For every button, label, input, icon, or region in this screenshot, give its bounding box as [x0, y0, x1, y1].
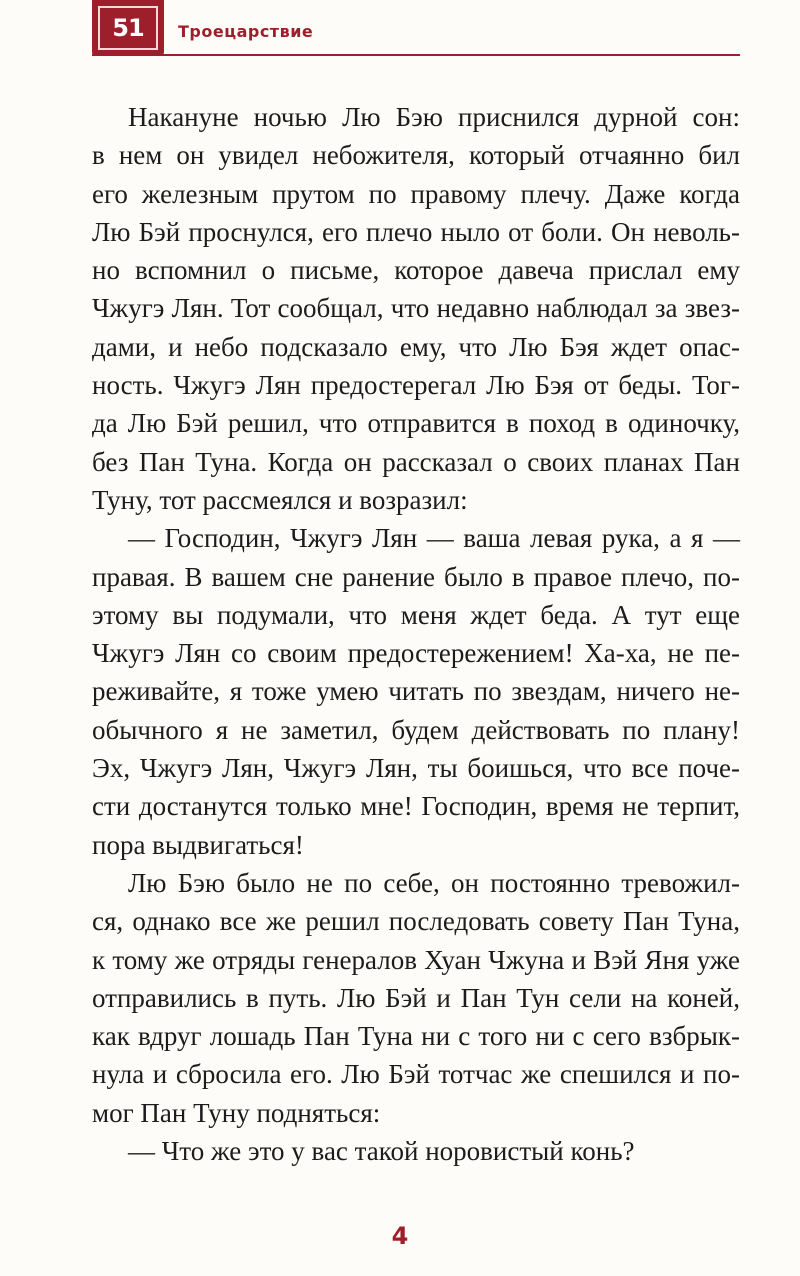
text-line: мог Пан Туну подняться: — [92, 1097, 381, 1128]
text-line: без Пан Туна. Когда он рассказал о своих планах Пан — [92, 446, 740, 477]
text-line: обычного я не заметил, будем действовать по плану! — [92, 714, 740, 745]
paragraph — [92, 519, 740, 864]
text-line: пора выдвигаться! — [92, 829, 304, 860]
page-number: 4 — [391, 1222, 409, 1250]
text-line: Эх, Чжугэ Лян, Чжугэ Лян, ты боишься, что все поче- — [92, 753, 740, 784]
text-line: Чжугэ Лян. Тот сообщал, что недавно наблюдал за звез- — [92, 293, 740, 324]
text-line: ность. Чжугэ Лян предостерегал Лю Бэя от беды. Тог- — [92, 370, 740, 401]
text-line: в нем он увидел небожителя, который отчаянно бил — [92, 140, 740, 171]
text-line: Туну, тот рассмеялся и возразил: — [92, 484, 468, 515]
text-line: Лю Бэю было не по себе, он постоянно тревожил- — [128, 867, 740, 898]
text-line: — Господин, Чжугэ Лян — ваша левая рука, а я — — [128, 523, 740, 554]
book-title: Троецарствие — [178, 22, 314, 41]
chapter-number: 51 — [98, 6, 158, 50]
body-text — [92, 98, 740, 1170]
text-line: его железным прутом по правому плечу. Даже когда — [92, 178, 740, 209]
text-line: ся, однако все же решил последовать совету Пан Туна, — [92, 906, 740, 937]
text-line: но вспомнил о письме, которое давеча прислал ему — [92, 255, 740, 286]
chapter-badge — [92, 0, 164, 56]
text-line: нула и сбросила его. Лю Бэй тотчас же спешился и по- — [92, 1059, 740, 1090]
text-line: к тому же отряды генералов Хуан Чжуна и Вэй Яня уже — [92, 944, 740, 975]
text-line: отправились в путь. Лю Бэй и Пан Тун сели на коней, — [92, 982, 740, 1013]
text-line: Чжугэ Лян со своим предостережением! Ха-ха, не пе- — [92, 638, 740, 669]
text-line: сти достанутся только мне! Господин, время не терпит, — [92, 791, 740, 822]
text-line: как вдруг лошадь Пан Туна ни с того ни с сего взбрык- — [92, 1021, 740, 1052]
page-header — [92, 0, 740, 60]
text-line: этому вы подумали, что меня ждет беда. А тут еще — [92, 599, 740, 630]
paragraph — [92, 864, 740, 1132]
text-line: реживайте, я тоже умею читать по звездам, ничего не- — [92, 676, 740, 707]
text-line: Лю Бэй проснулся, его плечо ныло от боли. Он неволь- — [92, 216, 740, 247]
text-line: да Лю Бэй решил, что отправится в поход в одиночку, — [92, 408, 740, 439]
paragraph — [92, 1132, 740, 1170]
text-line: правая. В вашем сне ранение было в правое плечо, по- — [92, 561, 740, 592]
text-line: — Что же это у вас такой норовистый конь? — [128, 1136, 635, 1167]
text-line: Накануне ночью Лю Бэю приснился дурной сон: — [128, 102, 740, 132]
text-line: дами, и небо подсказало ему, что Лю Бэя ждет опас- — [92, 331, 740, 362]
paragraph — [92, 98, 740, 519]
header-divider — [92, 54, 740, 56]
